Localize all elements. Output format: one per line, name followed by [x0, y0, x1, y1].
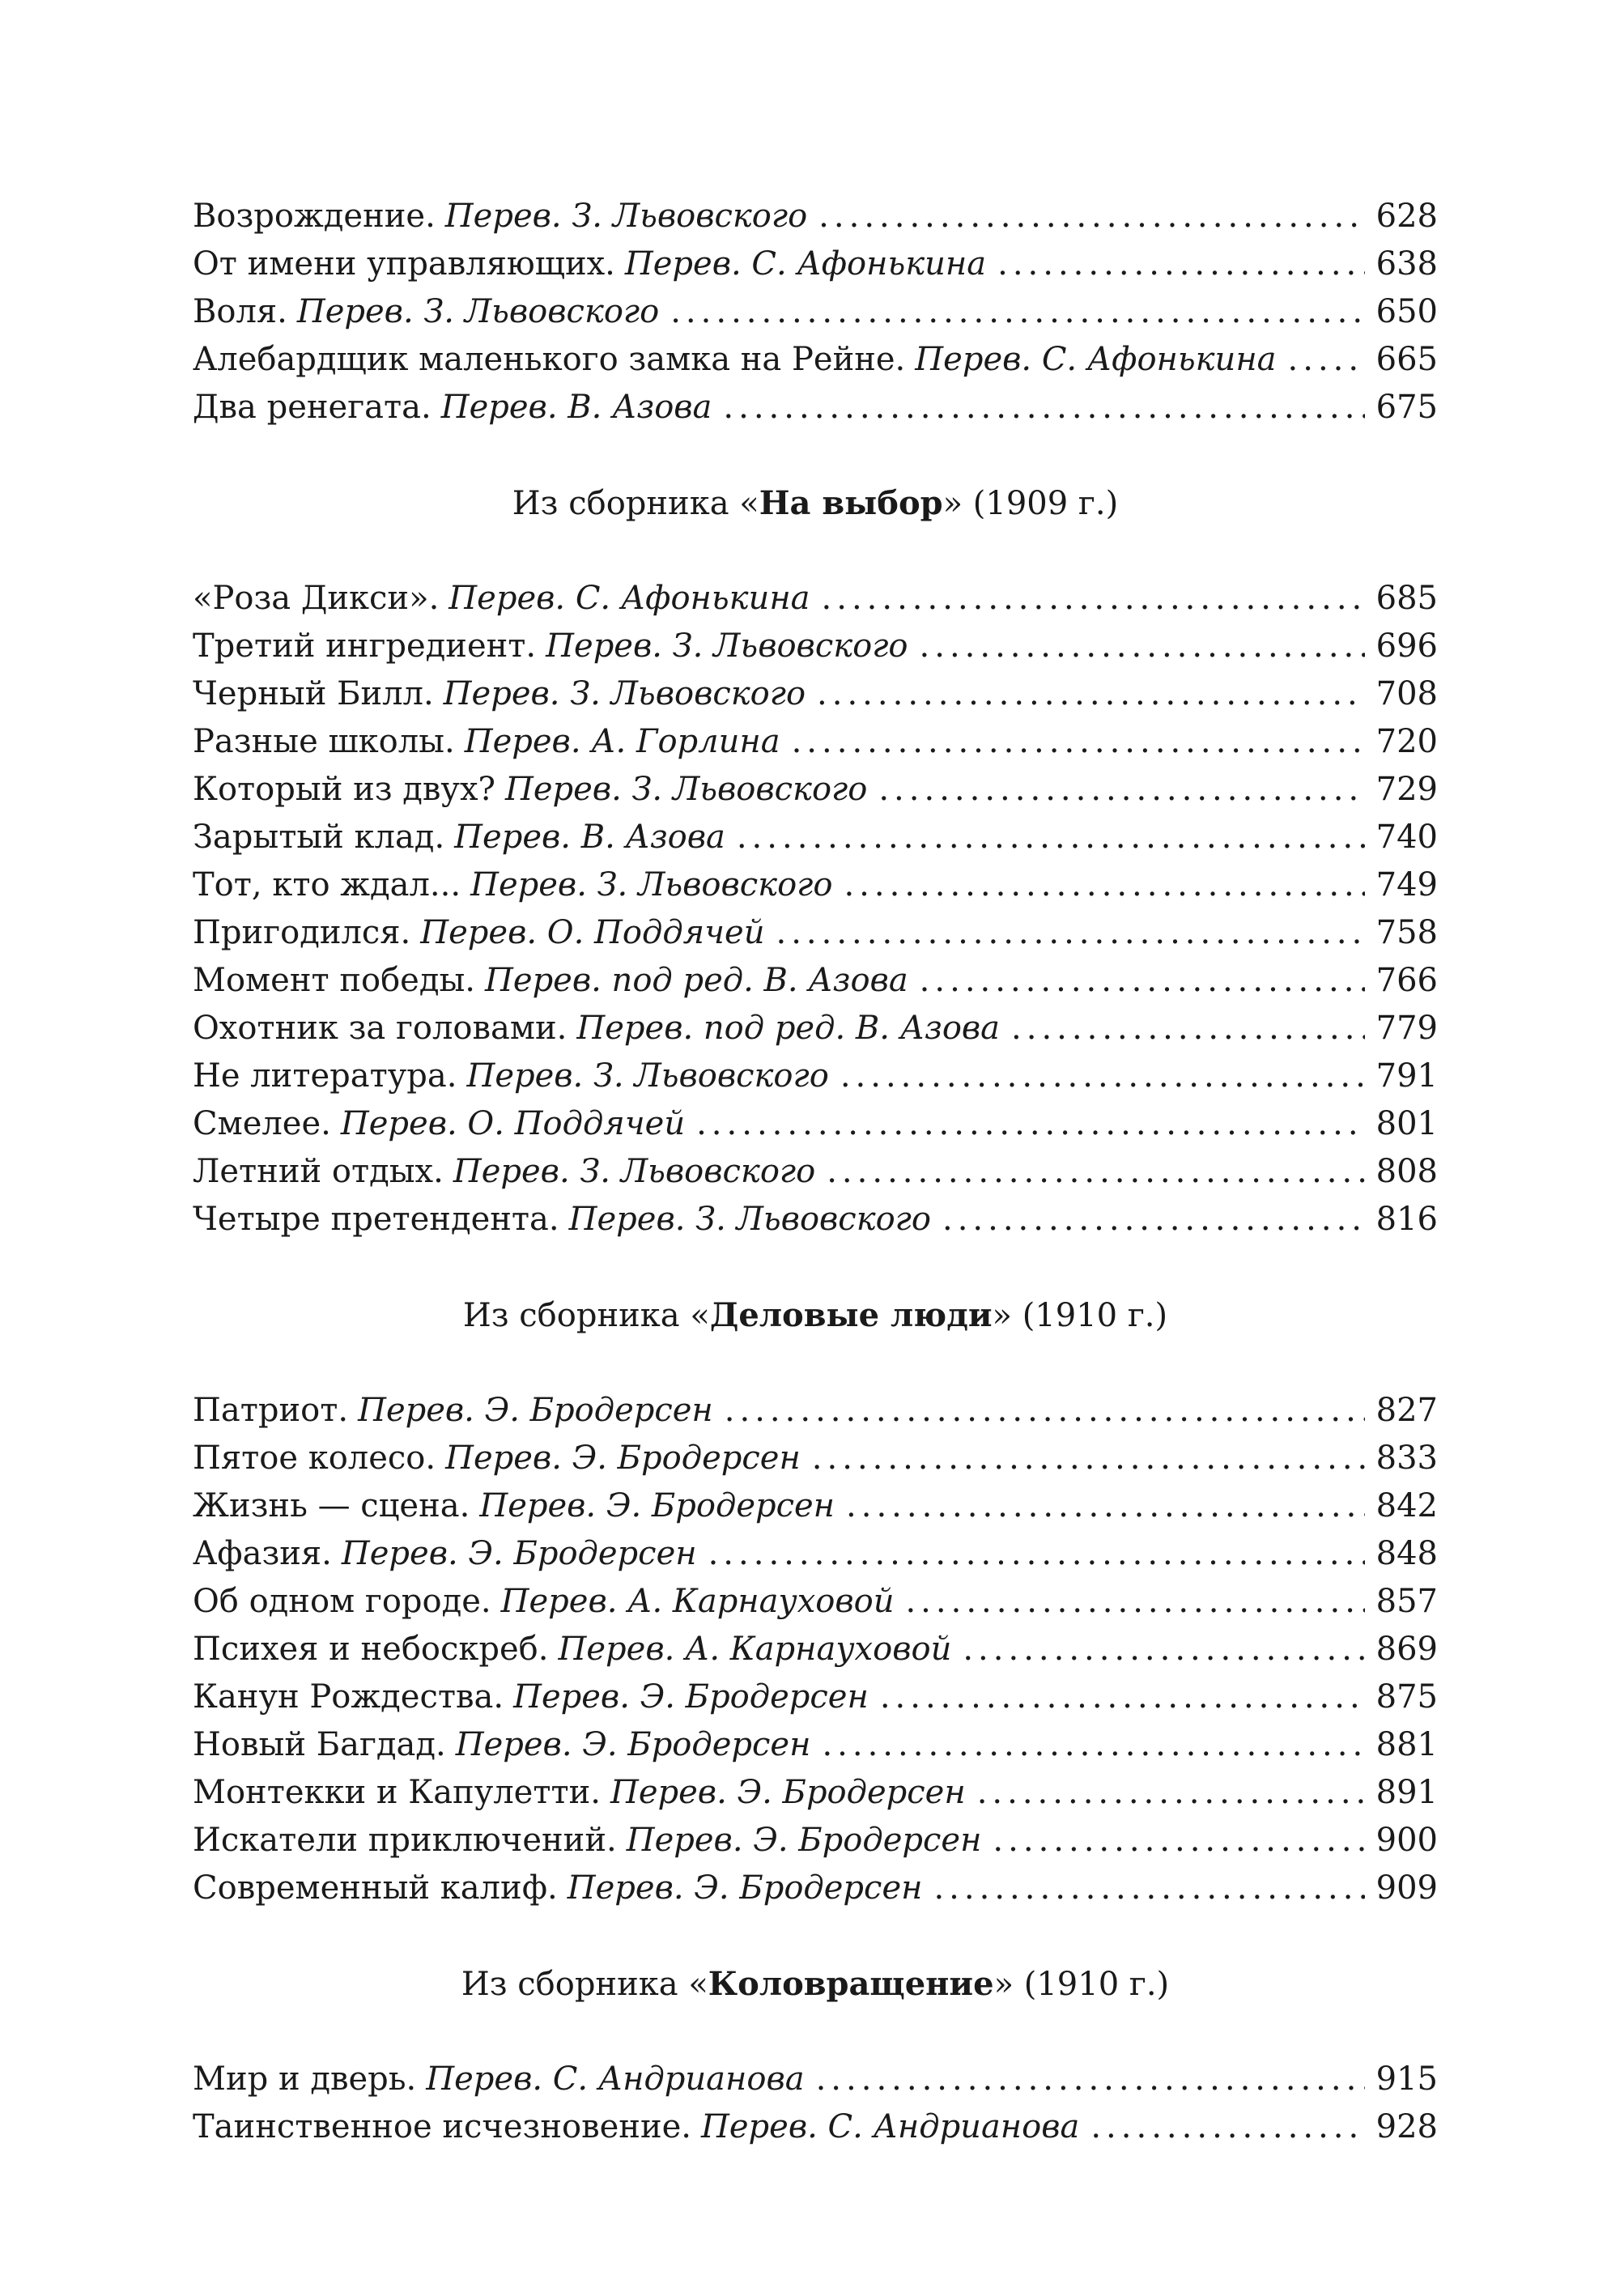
toc-entry [193, 718, 1438, 766]
entry-title: Патриот. [193, 1392, 349, 1429]
toc-entry [193, 1482, 1438, 1530]
entry-translator: Перев. Э. Бродерсен [455, 1726, 811, 1763]
toc-entry [193, 1865, 1438, 1912]
entry-title: Черный Билл. [193, 675, 434, 712]
entry-title: Не литература. [193, 1057, 457, 1095]
entry-page-number: 816 [1375, 1201, 1438, 1238]
dot-leader [817, 670, 1365, 718]
entry-translator: Перев. З. Львовского [504, 771, 868, 808]
entry-translator: Перев. С. Андрианова [426, 2060, 805, 2098]
toc-entry [193, 1626, 1438, 1673]
dot-leader [977, 1769, 1365, 1817]
entry-title: Смелее. [193, 1105, 331, 1142]
toc-entry [193, 2056, 1438, 2103]
dot-leader [1011, 1005, 1365, 1052]
entry-page-number: 791 [1375, 1057, 1438, 1095]
entry-page-number: 801 [1375, 1105, 1438, 1142]
entry-page-number: 833 [1375, 1439, 1438, 1477]
toc-entry [193, 336, 1438, 384]
toc-entry [193, 909, 1438, 957]
entry-translator: Перев. З. Львовского [453, 1153, 816, 1190]
entry-title: Третий ингредиент. [193, 627, 537, 665]
toc-entry [193, 384, 1438, 432]
entry-page-number: 708 [1375, 675, 1438, 712]
heading-suffix: » (1909 г.) [942, 485, 1119, 522]
entry-translator: Перев. А. Горлина [464, 723, 780, 760]
entry-translator: Перев. С. Андрианова [701, 2108, 1080, 2145]
entry-translator: Перев. О. Поддячей [340, 1105, 686, 1142]
entry-translator: Перев. под ред. В. Азова [576, 1010, 1001, 1047]
entry-page-number: 909 [1375, 1869, 1438, 1907]
entry-title: Который из двух? [193, 771, 495, 808]
entry-page-number: 720 [1375, 723, 1438, 760]
entry-translator: Перев. Э. Бродерсен [445, 1439, 801, 1477]
entry-translator: Перев. Э. Бродерсен [567, 1869, 923, 1907]
dot-leader [844, 861, 1364, 909]
entry-translator: Перев. А. Карнауховой [500, 1583, 895, 1620]
dot-leader [963, 1626, 1364, 1673]
toc-entry [193, 670, 1438, 718]
heading-prefix: Из сборника « [462, 1297, 710, 1334]
toc-entry [193, 1578, 1438, 1626]
dot-leader [1090, 2103, 1364, 2151]
entry-title: Воля. [193, 293, 287, 330]
entry-translator: Перев. З. Львовского [568, 1201, 931, 1238]
entry-translator: Перев. В. Азова [440, 389, 712, 426]
dot-leader [696, 1100, 1365, 1148]
toc-group [193, 193, 1438, 432]
entry-title: «Роза Дикси». [193, 580, 440, 617]
entry-page-number: 881 [1375, 1726, 1438, 1763]
collection-heading [193, 1291, 1438, 1339]
heading-prefix: Из сборника « [512, 485, 759, 522]
dot-leader [725, 1387, 1365, 1435]
entry-title: Новый Багдад. [193, 1726, 446, 1763]
dot-leader [993, 1817, 1364, 1865]
dot-leader [737, 814, 1365, 861]
entry-page-number: 729 [1375, 771, 1438, 808]
table-of-contents [193, 193, 1438, 2151]
entry-title: Мир и дверь. [193, 2060, 417, 2098]
dot-leader [846, 1482, 1365, 1530]
entry-translator: Перев. З. Львовского [470, 866, 833, 904]
dot-leader [920, 623, 1365, 670]
entry-title: Летний отдых. [193, 1153, 444, 1190]
entry-translator: Перев. Э. Бродерсен [479, 1487, 835, 1524]
entry-page-number: 766 [1375, 962, 1438, 999]
entry-translator: Перев. З. Львовского [466, 1057, 829, 1095]
entry-page-number: 675 [1375, 389, 1438, 426]
collection-name: На выбор [759, 484, 943, 522]
entry-page-number: 808 [1375, 1153, 1438, 1190]
heading-suffix: » (1910 г.) [993, 1966, 1170, 2003]
entry-title: Разные школы. [193, 723, 455, 760]
dot-leader [816, 2056, 1365, 2103]
heading-prefix: Из сборника « [461, 1966, 708, 2003]
toc-entry [193, 766, 1438, 814]
entry-title: Два ренегата. [193, 389, 432, 426]
entry-translator: Перев. Э. Бродерсен [610, 1774, 966, 1811]
entry-page-number: 875 [1375, 1678, 1438, 1716]
dot-leader [880, 1673, 1365, 1721]
entry-title: Алебардщик маленького замка на Рейне. [193, 341, 906, 378]
toc-entry [193, 288, 1438, 336]
collection-name: Коловращение [708, 1965, 994, 2003]
entry-translator: Перев. З. Львовского [444, 198, 808, 235]
toc-entry [193, 1100, 1438, 1148]
entry-page-number: 827 [1375, 1392, 1438, 1429]
toc-entry [193, 1769, 1438, 1817]
entry-title: Возрождение. [193, 198, 436, 235]
toc-entry [193, 861, 1438, 909]
entry-title: Жизнь — сцена. [193, 1487, 470, 1524]
entry-translator: Перев. С. Афонькина [449, 580, 810, 617]
entry-translator: Перев. З. Львовского [443, 675, 806, 712]
toc-entry [193, 1435, 1438, 1482]
entry-translator: Перев. С. Афонькина [915, 341, 1277, 378]
dot-leader [708, 1530, 1365, 1578]
toc-entry [193, 1052, 1438, 1100]
entry-page-number: 628 [1375, 198, 1438, 235]
dot-leader [997, 240, 1365, 288]
entry-translator: Перев. О. Поддячей [420, 914, 765, 951]
toc-entry [193, 1005, 1438, 1052]
dot-leader [792, 718, 1365, 766]
entry-translator: Перев. С. Афонькина [624, 245, 987, 283]
toc-entry [193, 1196, 1438, 1244]
entry-translator: Перев. Э. Бродерсен [358, 1392, 713, 1429]
toc-entry [193, 1387, 1438, 1435]
entry-translator: Перев. под ред. В. Азова [485, 962, 908, 999]
entry-page-number: 638 [1375, 245, 1438, 283]
entry-title: Зарытый клад. [193, 819, 445, 856]
toc-entry [193, 1817, 1438, 1865]
entry-translator: Перев. З. Львовского [296, 293, 660, 330]
entry-title: Канун Рождества. [193, 1678, 504, 1716]
collection-name: Деловые люди [709, 1296, 993, 1334]
toc-entry [193, 2103, 1438, 2151]
dot-leader [942, 1196, 1365, 1244]
entry-page-number: 696 [1375, 627, 1438, 665]
entry-page-number: 891 [1375, 1774, 1438, 1811]
toc-entry [193, 814, 1438, 861]
dot-leader [822, 575, 1365, 623]
entry-page-number: 842 [1375, 1487, 1438, 1524]
collection-heading [193, 479, 1438, 527]
entry-page-number: 685 [1375, 580, 1438, 617]
dot-leader [933, 1865, 1364, 1912]
dot-leader [827, 1148, 1364, 1196]
toc-entry [193, 193, 1438, 240]
dot-leader [878, 766, 1364, 814]
entry-title: Пятое колесо. [193, 1439, 436, 1477]
entry-title: Момент победы. [193, 962, 476, 999]
entry-title: Монтекки и Капулетти. [193, 1774, 601, 1811]
toc-group [193, 1291, 1438, 1912]
dot-leader [1288, 336, 1365, 384]
entry-page-number: 665 [1375, 341, 1438, 378]
dot-leader [812, 1435, 1365, 1482]
entry-page-number: 857 [1375, 1583, 1438, 1620]
dot-leader [905, 1578, 1364, 1626]
entry-translator: Перев. В. Азова [454, 819, 725, 856]
entry-page-number: 900 [1375, 1822, 1438, 1859]
dot-leader [776, 909, 1364, 957]
entry-title: Четыре претендента. [193, 1201, 559, 1238]
entry-translator: Перев. Э. Бродерсен [513, 1678, 869, 1716]
entry-title: Тот, кто ждал... [193, 866, 461, 904]
collection-heading [193, 1960, 1438, 2008]
toc-entry [193, 1530, 1438, 1578]
entry-translator: Перев. З. Львовского [546, 627, 908, 665]
entry-page-number: 848 [1375, 1535, 1438, 1572]
entry-title: Искатели приключений. [193, 1822, 617, 1859]
entry-page-number: 650 [1375, 293, 1438, 330]
toc-group [193, 1960, 1438, 2151]
entry-title: Таинственное исчезновение. [193, 2108, 691, 2145]
dot-leader [723, 384, 1364, 432]
dot-leader [822, 1721, 1364, 1769]
entry-page-number: 869 [1375, 1631, 1438, 1668]
heading-suffix: » (1910 г.) [992, 1297, 1168, 1334]
entry-translator: Перев. А. Карнауховой [558, 1631, 952, 1668]
entry-translator: Перев. Э. Бродерсен [626, 1822, 982, 1859]
toc-entry [193, 1148, 1438, 1196]
entry-title: Современный калиф. [193, 1869, 558, 1907]
entry-page-number: 779 [1375, 1010, 1438, 1047]
entry-title: Афазия. [193, 1535, 332, 1572]
entry-page-number: 915 [1375, 2060, 1438, 2098]
toc-entry [193, 957, 1438, 1005]
toc-entry [193, 240, 1438, 288]
entry-page-number: 758 [1375, 914, 1438, 951]
entry-title: От имени управляющих. [193, 245, 615, 283]
toc-entry [193, 623, 1438, 670]
toc-entry [193, 1673, 1438, 1721]
dot-leader [920, 957, 1365, 1005]
toc-group [193, 479, 1438, 1244]
toc-entry [193, 1721, 1438, 1769]
entry-page-number: 749 [1375, 866, 1438, 904]
dot-leader [670, 288, 1364, 336]
entry-title: Об одном городе. [193, 1583, 491, 1620]
entry-title: Психея и небоскреб. [193, 1631, 549, 1668]
entry-title: Охотник за головами. [193, 1010, 568, 1047]
toc-entry [193, 575, 1438, 623]
entry-page-number: 740 [1375, 819, 1438, 856]
dot-leader [840, 1052, 1365, 1100]
dot-leader [818, 193, 1364, 240]
entry-page-number: 928 [1375, 2108, 1438, 2145]
entry-title: Пригодился. [193, 914, 411, 951]
entry-translator: Перев. Э. Бродерсен [341, 1535, 697, 1572]
